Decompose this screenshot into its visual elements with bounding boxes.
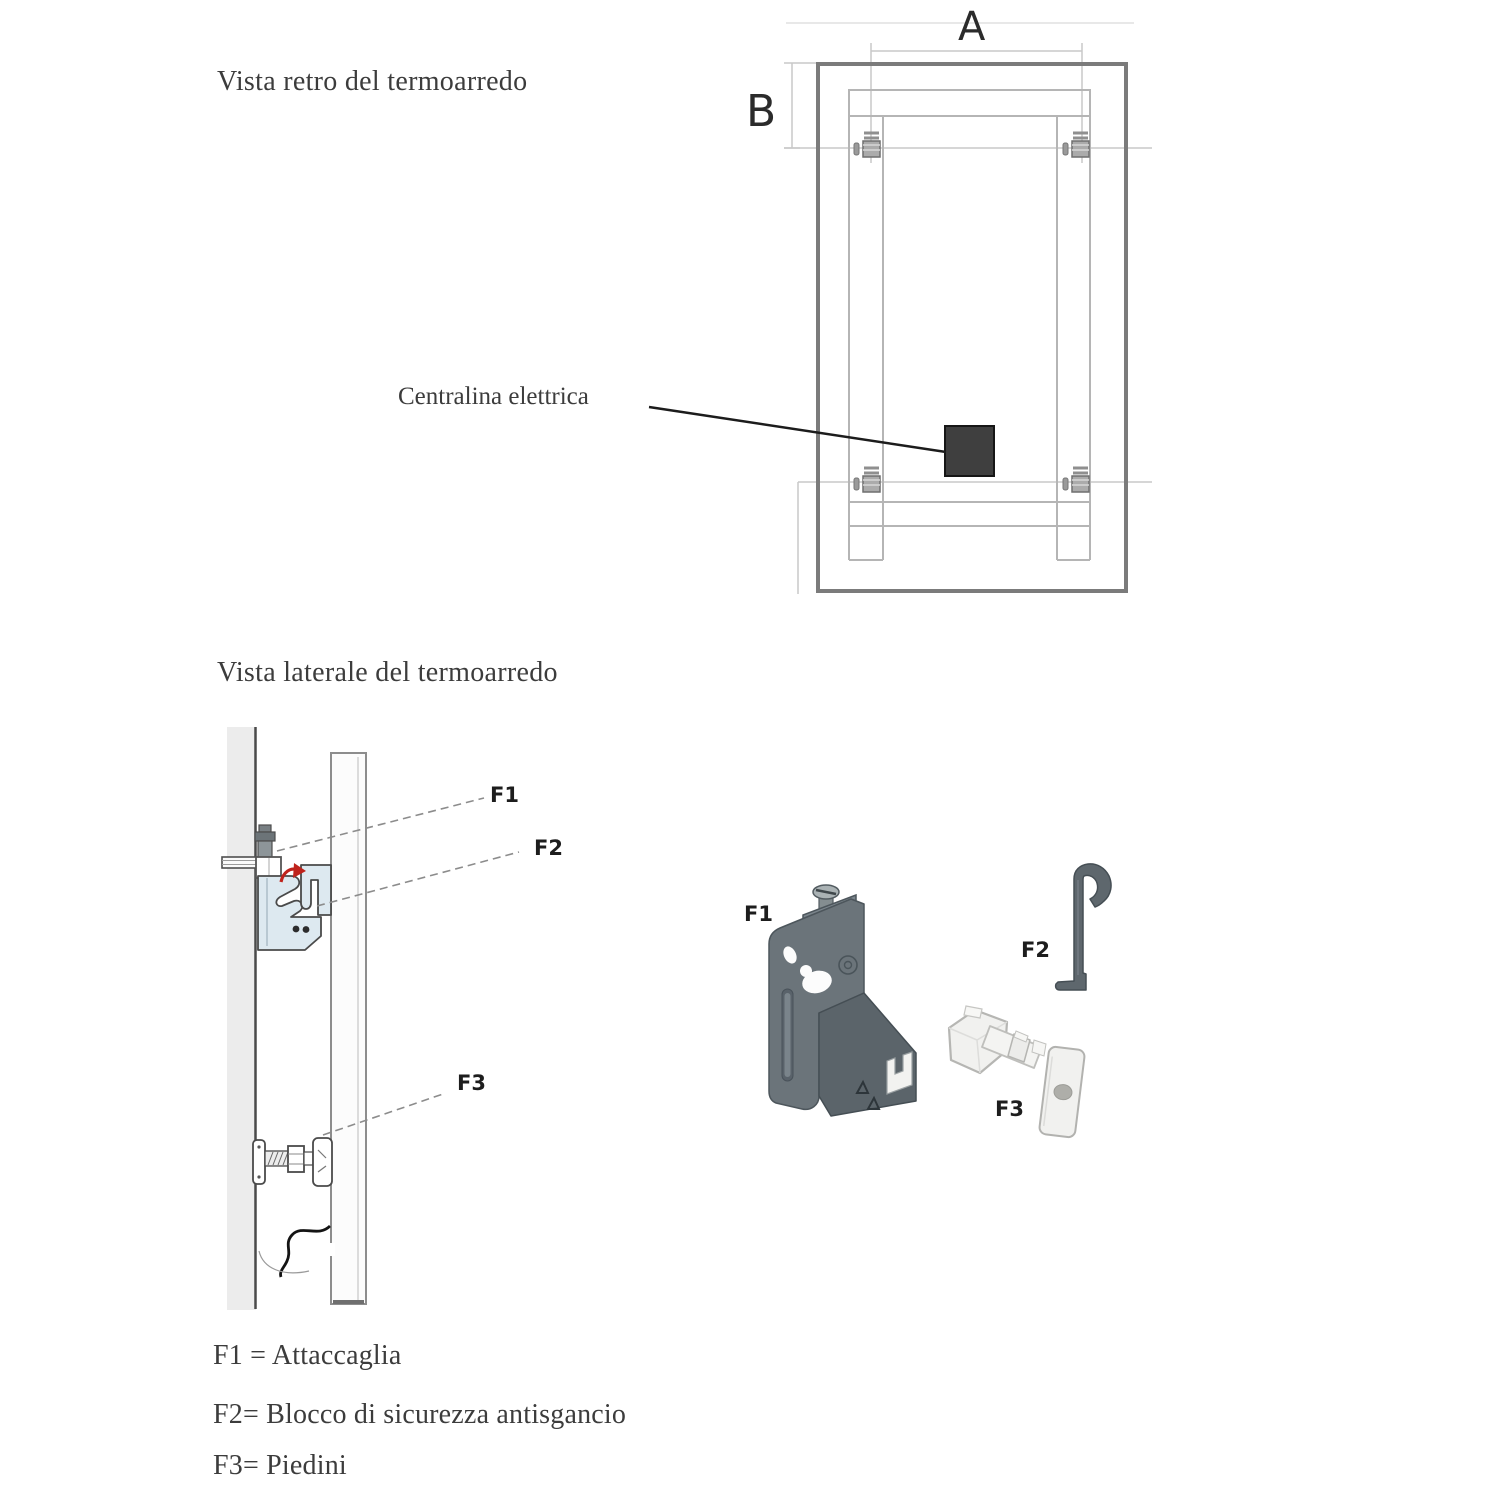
dimension-b-label: B	[746, 86, 777, 137]
part-f1-bracket	[769, 885, 916, 1116]
side-view-f1-label: F1	[490, 783, 519, 807]
side-view-drawing	[222, 727, 519, 1310]
foot-assembly	[253, 1138, 332, 1186]
safety-block-profile	[301, 865, 331, 915]
power-cable	[259, 1226, 330, 1277]
legend-item-f1: F1 = Attaccaglia	[213, 1340, 402, 1371]
mounting-bracket-bottom-right	[1063, 468, 1089, 492]
bottom-extension-lines	[798, 482, 1152, 594]
dimension-a-label: A	[958, 4, 986, 50]
bracket-hole-dot	[303, 926, 310, 933]
radiator-frame	[849, 90, 1090, 560]
radiator-tube	[327, 753, 366, 1304]
mounting-bracket-top-right	[1063, 133, 1089, 157]
centralina-box	[945, 426, 994, 476]
rear-view-drawing	[649, 23, 1152, 594]
side-view-f3-label: F3	[457, 1071, 486, 1095]
bracket-hole-dot	[293, 926, 300, 933]
centralina-callout-label: Centralina elettrica	[398, 383, 589, 410]
centralina-leader-line	[649, 407, 946, 452]
side-view-f2-label: F2	[534, 836, 563, 860]
mounting-bracket-top-left	[854, 133, 880, 157]
legend-item-f2: F2= Blocco di sicurezza antisgancio	[213, 1399, 627, 1430]
rear-view-title: Vista retro del termoarredo	[217, 66, 528, 97]
part-f2-label: F2	[1021, 938, 1050, 962]
dimension-b-lines	[784, 63, 1152, 148]
wall	[227, 727, 256, 1310]
parts-3d	[769, 864, 1111, 1138]
part-f2-hook	[1056, 864, 1111, 990]
side-view-title: Vista laterale del termoarredo	[217, 657, 558, 688]
dimension-a-lines	[871, 43, 1082, 163]
part-f1-label: F1	[744, 902, 773, 926]
mounting-bracket-bottom-left	[854, 468, 880, 492]
part-f3-label: F3	[995, 1097, 1024, 1121]
legend-item-f3: F3= Piedini	[213, 1450, 347, 1481]
